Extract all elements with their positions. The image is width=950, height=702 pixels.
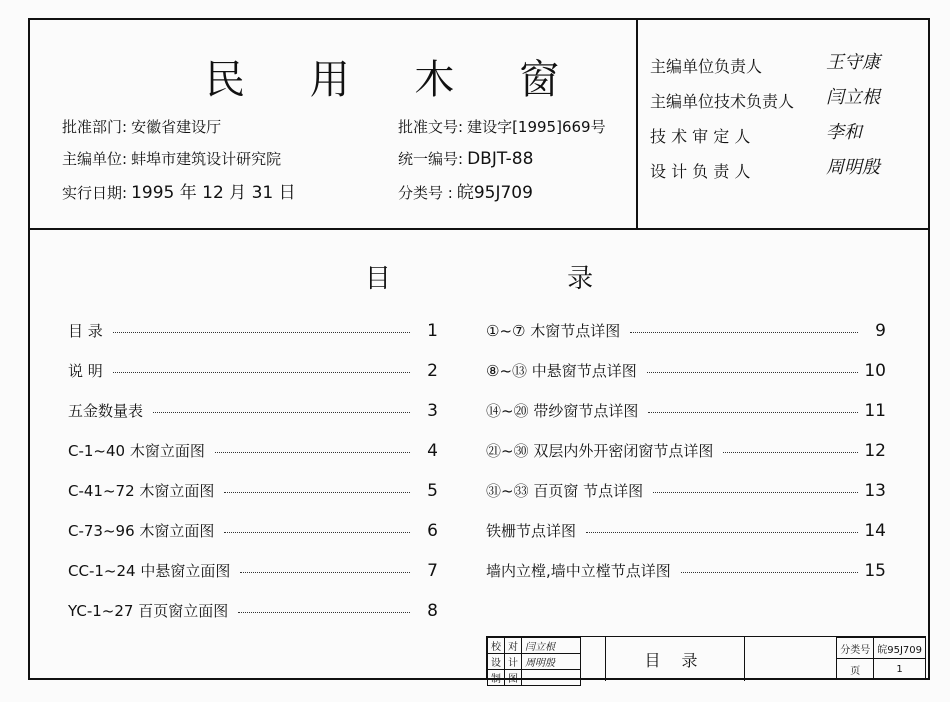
toc-item [486,560,886,581]
effective-date-value: 1995 年 12 月 31 日 [131,183,296,203]
toc-item-label: 铁栅节点详图 [486,522,577,540]
category-value: 皖95J709 [874,638,926,659]
approval-row [648,89,928,124]
signoff-role: 设 [488,654,505,670]
toc-item [486,480,886,501]
approval-doc-value: 建设字[1995]669号 [467,118,606,136]
toc-page-number: 5 [427,481,438,501]
toc-item [486,520,886,541]
editor-unit [62,148,281,169]
toc-item-label: ①~⑦ 木窗节点详图 [486,322,621,340]
toc-item-label: 说 明 [68,362,103,380]
toc-item [68,600,438,621]
toc-page-number: 12 [864,441,886,461]
signature: 周明殷 [826,157,880,178]
leader-dots [723,452,858,453]
title-block [486,636,926,685]
toc-page-number: 10 [864,361,886,381]
unified-no [398,148,533,169]
leader-dots [648,412,858,413]
toc-item-label: C-73~96 木窗立面图 [68,522,215,540]
toc-page-number: 11 [864,401,886,421]
signoff-table [487,637,581,686]
approval-row [648,159,928,194]
header-divider [30,228,928,230]
category-no [398,178,533,203]
toc-item-label: YC-1~27 百页窗立面图 [68,602,229,620]
approval-row [648,124,928,159]
toc-item-label: CC-1~24 中悬窗立面图 [68,562,231,580]
effective-date [62,178,296,203]
leader-dots [224,532,410,533]
signoff-role: 计 [505,654,522,670]
toc-page-number: 8 [427,601,438,621]
leader-dots [681,572,858,573]
leader-dots [153,412,410,413]
category-no-label: 分类号 : [398,184,453,202]
approval-dept [62,116,221,137]
signature: 王守康 [826,52,880,73]
toc-item [486,440,886,461]
toc-item [68,520,438,541]
approval-dept-value: 安徽省建设厅 [131,118,222,136]
approval-doc-label: 批准文号: [398,118,464,136]
toc-page-number: 4 [427,441,438,461]
editor-unit-label: 主编单位: [62,150,128,168]
toc-item-label: 目 录 [68,322,103,340]
approval-label: 技 术 审 定 人 [650,127,751,146]
approval-doc [398,116,606,137]
signoff-row [488,638,581,654]
effective-date-label: 实行日期: [62,184,128,202]
leader-dots [238,612,410,613]
approval-signatures [648,54,928,194]
sheet-info [836,637,926,680]
category-no-value: 皖95J709 [456,183,533,203]
page-label: 页 [837,659,874,680]
leader-dots [586,532,858,533]
signoff-role: 制 [488,670,505,686]
signature: 李和 [826,122,862,143]
category-label: 分类号 [837,638,874,659]
toc-page-number: 15 [864,561,886,581]
signoff-role: 校 [488,638,505,654]
approval-dept-label: 批准部门: [62,118,128,136]
toc-page-number: 7 [427,561,438,581]
toc-item [68,480,438,501]
approval-label: 主编单位技术负责人 [650,92,795,111]
approval-label: 设 计 负 责 人 [650,162,751,181]
toc-item-label: 墙内立樘,墙中立樘节点详图 [486,562,671,580]
editor-unit-value: 蚌埠市建筑设计研究院 [131,150,282,168]
toc-item-label: ⑭~⑳ 带纱窗节点详图 [486,402,639,420]
toc-item [486,360,886,381]
toc-item [68,560,438,581]
toc-item-label: C-41~72 木窗立面图 [68,482,215,500]
leader-dots [653,492,858,493]
page-value: 1 [874,659,926,680]
toc-page-number: 1 [427,321,438,341]
signoff-signature: 周明殷 [522,654,581,670]
toc-item [68,440,438,461]
toc-page-number: 9 [875,321,886,341]
toc-item [486,320,886,341]
toc-title: 目 录 [364,264,678,294]
approval-label: 主编单位负责人 [650,57,763,76]
toc-page-number: 6 [427,521,438,541]
signature: 闫立根 [826,87,880,108]
toc-item [68,360,438,381]
signoff-signature: 闫立根 [522,638,581,654]
toc-item [486,400,886,421]
toc-item-label: C-1~40 木窗立面图 [68,442,205,460]
toc-item-label: ㉛~㉝ 百页窗 节点详图 [486,482,644,500]
signoff-role: 图 [505,670,522,686]
toc-page-number: 3 [427,401,438,421]
sheet-name: 目 录 [605,637,745,681]
signoff-row [488,654,581,670]
signoff-signature [522,670,581,686]
signoff-row [488,670,581,686]
page-title: 民 用 木 窗 [205,57,586,103]
sheet-info-table [836,637,926,680]
toc-page-number: 2 [427,361,438,381]
leader-dots [224,492,410,493]
approval-row [648,54,928,89]
toc-page-number: 14 [864,521,886,541]
leader-dots [215,452,410,453]
leader-dots [113,332,410,333]
leader-dots [647,372,858,373]
unified-no-value: DBJT-88 [467,149,534,169]
toc-page-number: 13 [864,481,886,501]
toc-item-label: ㉑~㉚ 双层内外开密闭窗节点详图 [486,442,714,460]
toc-item-label: ⑧~⑬ 中悬窗节点详图 [486,362,637,380]
signoff-role: 对 [505,638,522,654]
leader-dots [113,372,410,373]
leader-dots [630,332,858,333]
unified-no-label: 统一编号: [398,150,464,168]
leader-dots [240,572,410,573]
drawing-sheet [28,18,930,680]
toc-item [68,400,438,421]
toc-item [68,320,438,341]
toc-item-label: 五金数量表 [68,402,144,420]
header-vertical-divider [636,20,638,228]
